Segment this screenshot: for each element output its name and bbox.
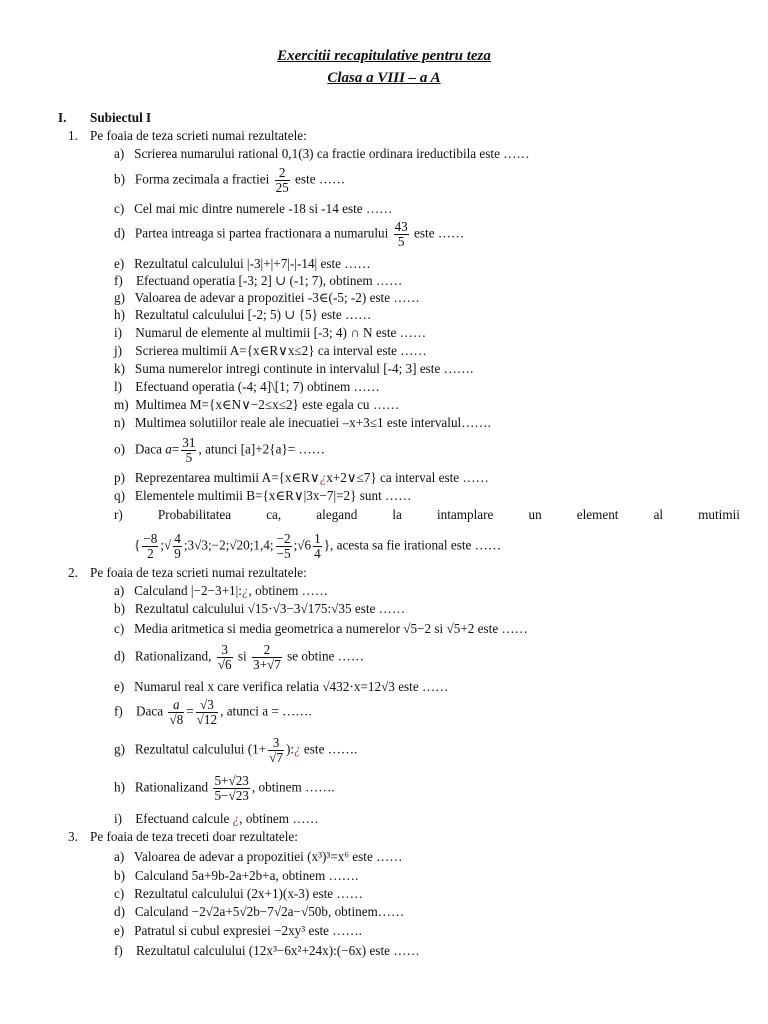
ex2-item-c: c) Media aritmetica si media geometrica a numerelor √5−2 si √5+2 este …… bbox=[114, 621, 528, 636]
section-number: I. bbox=[58, 110, 67, 125]
ex1-item-f: f) Efectuand operatia [-3; 2] ∪ (-1; 7), obtinem …… bbox=[114, 273, 403, 288]
ex2-number: 2. bbox=[68, 565, 78, 580]
document-title: Exercitii recapitulative pentru teza bbox=[277, 48, 491, 64]
ex2-intro: Pe foaia de teza scrieti numai rezultatele: bbox=[90, 565, 307, 580]
ex3-item-b: b) Calculand 5a+9b-2a+2b+a, obtinem ……. bbox=[114, 868, 359, 883]
ex1-item-m: m) Multimea M={x∈N∨−2≤x≤2} este egala cu …… bbox=[114, 397, 400, 412]
ex1-item-e: e) Rezultatul calculului |-3|+|+7|-|-14| este …… bbox=[114, 256, 371, 271]
ex1-item-p: p) Reprezentarea multimii A={x∈R∨¿x+2∨≤7} ca interval este …… bbox=[114, 470, 489, 485]
ex2-item-e: e) Numarul real x care verifica relatia √432⋅x=12√3 este …… bbox=[114, 679, 449, 694]
ex2-item-g: g) Rezultatul calculului (1+ $\frac{3}{√7}$ ):¿ este ……. bbox=[114, 735, 358, 765]
ex3-intro: Pe foaia de teza treceti doar rezultatele: bbox=[90, 829, 298, 844]
ex1-item-d: d) Partea intreaga si partea fractionara a numarului $\frac{43}{5}$ este …… bbox=[114, 219, 465, 249]
ex1-item-a: a) Scrierea numarului rational 0,1(3) ca fractie ordinara ireductibila este …… bbox=[114, 146, 530, 161]
ex1-item-r: r) Probabilitatea ca, alegand la intamplare un element al mutimii bbox=[114, 507, 740, 522]
ex2-item-b: b) Rezultatul calculului √15⋅√3−3√175:√35 este …… bbox=[114, 601, 406, 616]
ex2-item-f: f) Daca $\frac{a}{√8}$ = $\frac{√3}{√12}$ , atunci a = ……. bbox=[114, 697, 312, 727]
ex1-item-h: h) Rezultatul calculului [-2; 5) ∪ {5} este …… bbox=[114, 307, 372, 322]
ex1-item-k: k) Suma numerelor intregi continute in intervalul [-4; 3] este ……. bbox=[114, 361, 474, 376]
ex1-item-j: j) Scrierea multimii A={x∈R∨x≤2} ca interval este …… bbox=[114, 343, 427, 358]
ex2-item-d: d) Rationalizand, $\frac{3}{√6}$ si $\frac{2}{3+√7}$ se obtine …… bbox=[114, 642, 365, 672]
ex1-item-g: g) Valoarea de adevar a propozitiei -3∈(-5; -2) este …… bbox=[114, 290, 420, 305]
ex1-item-c: c) Cel mai mic dintre numerele -18 si -14 este …… bbox=[114, 201, 393, 216]
ex1-item-r-set: { $\frac{-8}{2}$ ;√ $\frac{4}{9}$ ;3√3;−2;√20;1,4; $\frac{-2}{-5}$ ;√6 $\frac{1}{4}$ }, acesta sa fie irational este …… bbox=[134, 531, 502, 561]
ex1-item-b: b) Forma zecimala a fractiei $\frac{2}{25}$ este …… bbox=[114, 165, 346, 195]
ex1-item-o: o) Daca a= $\frac{31}{5}$ , atunci [a]+2{a}= …… bbox=[114, 435, 325, 465]
ex2-item-a: a) Calculand |−2−3+1|:¿, obtinem …… bbox=[114, 583, 329, 598]
ex3-item-c: c) Rezultatul calculului (2x+1)(x-3) este …… bbox=[114, 886, 363, 901]
ex3-item-d: d) Calculand −2√2a+5√2b−7√2a−√50b, obtinem…… bbox=[114, 904, 405, 919]
ex3-number: 3. bbox=[68, 829, 78, 844]
section-label: Subiectul I bbox=[90, 110, 152, 125]
ex2-item-h: h) Rationalizand $\frac{5+√23}{5-√23}$ , obtinem ……. bbox=[114, 773, 335, 803]
ex3-item-a: a) Valoarea de adevar a propozitiei (x³)³=x⁶ este …… bbox=[114, 849, 403, 864]
ex1-number: 1. bbox=[68, 128, 78, 143]
ex3-item-f: f) Rezultatul calculului (12x³−6x²+24x):(−6x) este …… bbox=[114, 943, 420, 958]
ex3-item-e: e) Patratul si cubul expresiei −2xy³ este ……. bbox=[114, 923, 362, 938]
ex1-item-l: l) Efectuand operatia (-4; 4]\[1; 7) obtinem …… bbox=[114, 379, 380, 394]
ex1-intro: Pe foaia de teza scrieti numai rezultatele: bbox=[90, 128, 307, 143]
document-subtitle: Clasa a VIII – a A bbox=[327, 70, 441, 86]
ex1-item-i: i) Numarul de elemente al multimii [-3; 4) ∩ N este …… bbox=[114, 325, 427, 340]
ex1-item-q: q) Elementele multimii B={x∈R∨|3x−7|=2} sunt …… bbox=[114, 488, 412, 503]
ex1-item-n: n) Multimea solutiilor reale ale inecuatiei –x+3≤1 este intervalul……. bbox=[114, 415, 491, 430]
ex2-item-i: i) Efectuand calcule ¿, obtinem …… bbox=[114, 811, 319, 826]
